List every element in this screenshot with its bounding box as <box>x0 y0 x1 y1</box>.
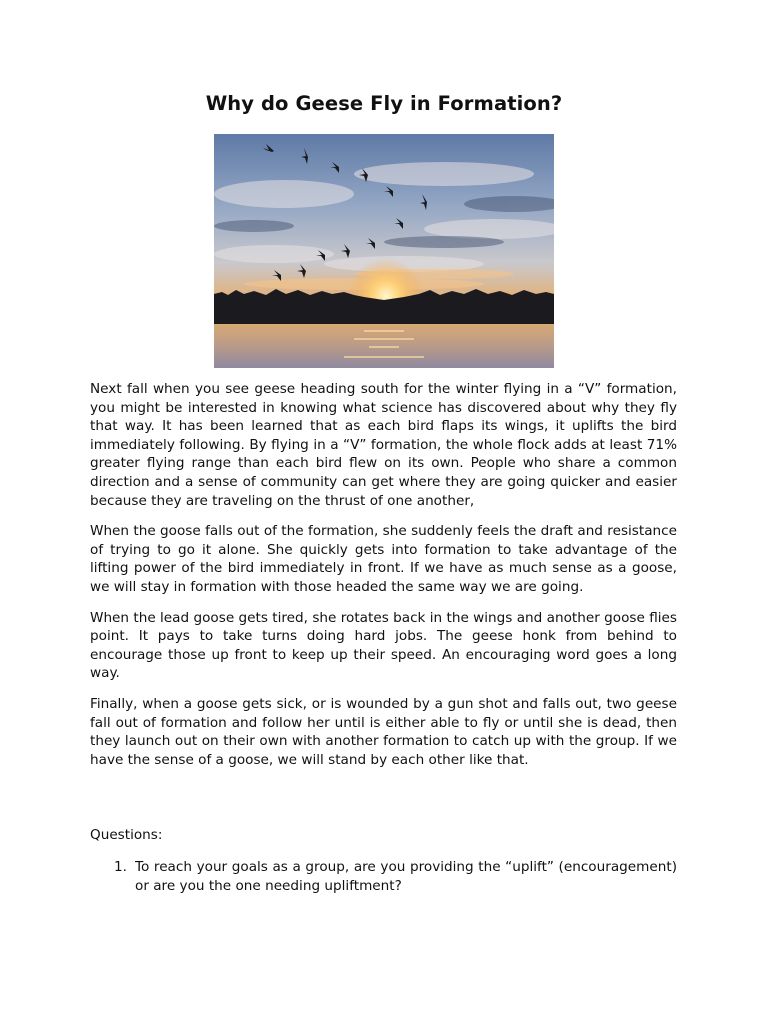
paragraph-1: Next fall when you see geese heading south for the winter flying in a “V” formation, you might be interested in knowing what science has discovered about why they fly that way. It has been learned that as each bird flaps its wings, it uplifts the bird immediately following. By flying in a “V” formation, the whole flock adds at least 71% greater flying range than each bird flew on its own. People who share a common direction and a sense of community can get where they are going quicker and easier because they are traveling on the thrust of one another, <box>90 381 677 509</box>
article-body <box>90 380 677 781</box>
questions-list <box>90 858 677 895</box>
questions-heading: Questions: <box>90 827 163 843</box>
paragraph-4: Finally, when a goose gets sick, or is wounded by a gun shot and falls out, two geese fall out of formation and follow her until is either able to fly or until she is dead, then they launch out on their own with another formation to catch up with the group. If we have the sense of a goose, we will stand by each other like that. <box>90 695 677 768</box>
paragraph-3: When the lead goose gets tired, she rotates back in the wings and another goose flies point. It pays to take turns doing hard jobs. The geese honk from behind to encourage those up front to keep up their speed. An encouraging word goes a long way. <box>90 609 677 682</box>
geese-sunset-photo <box>214 134 554 368</box>
paragraph-2: When the goose falls out of the formation, she suddenly feels the draft and resistance of trying to go it alone. She quickly gets into formation to take advantage of the lifting power of the bird immediately in front. If we have as much sense as a goose, we will stay in formation with those headed the same way we are going. <box>90 523 677 595</box>
list-item <box>90 858 677 895</box>
question-number: 1. <box>114 859 127 875</box>
document-title: Why do Geese Fly in Formation? <box>205 92 563 115</box>
question-text: To reach your goals as a group, are you providing the “uplift” (encouragement) or are you the one needing upliftment? <box>135 859 677 894</box>
